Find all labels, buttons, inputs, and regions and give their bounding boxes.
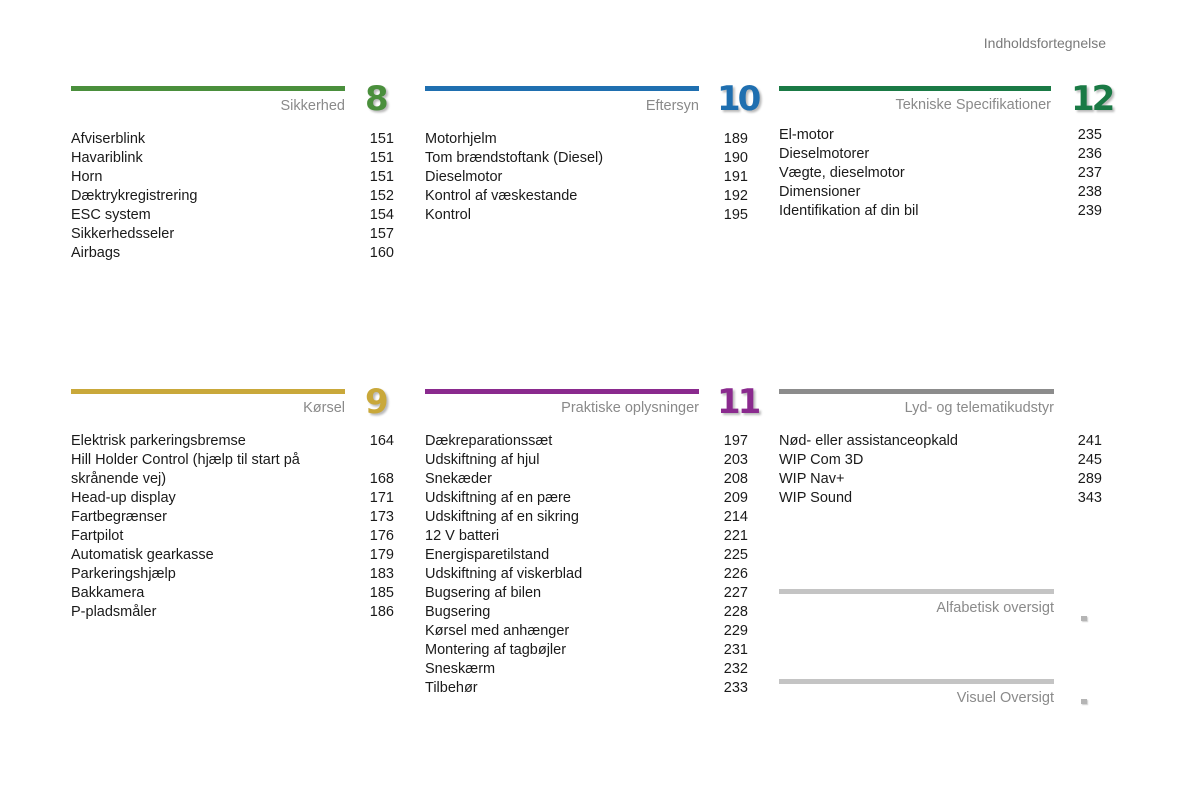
section-color-bar [71, 86, 345, 91]
toc-entry[interactable] [71, 565, 394, 584]
entry-page-number: 197 [723, 433, 748, 449]
toc-entry[interactable] [71, 546, 394, 565]
section-title[interactable]: Tekniske Specifikationer [895, 97, 1051, 113]
toc-entry[interactable] [71, 527, 394, 546]
entry-page-number: 195 [723, 207, 748, 223]
section-title[interactable]: Visuel Oversigt [956, 690, 1054, 706]
entry-title: Energisparetilstand [425, 547, 550, 563]
section-color-bar [779, 389, 1054, 394]
entry-title: Parkeringshjælp [71, 566, 176, 582]
toc-entry[interactable] [779, 432, 1102, 451]
entry-page-number: 179 [369, 547, 394, 563]
entry-page-number: 186 [369, 604, 394, 620]
entry-title: Udskiftning af viskerblad [425, 566, 583, 582]
entry-list [425, 130, 748, 225]
entry-page-number: 231 [723, 642, 748, 658]
page-title: Indholdsfortegnelse [983, 35, 1106, 51]
entry-title: 12 V batteri [425, 528, 500, 544]
entry-page-number: 164 [369, 433, 394, 449]
entry-page-number: 238 [1077, 184, 1102, 200]
entry-page-number: 228 [723, 604, 748, 620]
entry-title: Fartpilot [71, 528, 124, 544]
toc-entry[interactable] [425, 130, 748, 149]
entry-title: Dieselmotorer [779, 146, 870, 162]
entry-title: Vægte, dieselmotor [779, 165, 905, 181]
entry-page-number: 151 [369, 169, 394, 185]
toc-entry[interactable] [425, 489, 748, 508]
entry-title: Afviserblink [71, 131, 146, 147]
entry-title: Sikkerhedsseler [71, 226, 175, 242]
entry-page-number: 229 [723, 623, 748, 639]
toc-entry[interactable] [71, 149, 394, 168]
entry-title: WIP Com 3D [779, 452, 864, 468]
entry-title: Horn [71, 169, 103, 185]
toc-entry[interactable] [779, 145, 1102, 164]
section-color-bar [779, 679, 1054, 684]
entry-list [779, 432, 1102, 508]
entry-page-number: 235 [1077, 127, 1102, 143]
entry-title: Dieselmotor [425, 169, 503, 185]
toc-entry[interactable] [425, 206, 748, 225]
toc-entry[interactable] [425, 565, 748, 584]
toc-entry[interactable] [779, 489, 1102, 508]
toc-entry[interactable] [779, 451, 1102, 470]
entry-title: Kørsel med anhænger [425, 623, 570, 639]
entry-title: El-motor [779, 127, 834, 143]
entry-page-number: 245 [1077, 452, 1102, 468]
entry-page-number: 209 [723, 490, 748, 506]
toc-entry[interactable] [425, 584, 748, 603]
entry-page-number: 176 [369, 528, 394, 544]
entry-page-number: 173 [369, 509, 394, 525]
toc-entry[interactable] [779, 183, 1102, 202]
section-color-bar [779, 86, 1051, 91]
toc-entry[interactable] [425, 622, 748, 641]
entry-title: Tom brændstoftank (Diesel) [425, 150, 604, 166]
entry-title: Airbags [71, 245, 121, 261]
entry-title: WIP Nav+ [779, 471, 845, 487]
chapter-number[interactable]: 8 [365, 79, 386, 119]
entry-page-number: 189 [723, 131, 748, 147]
entry-title: Dimensioner [779, 184, 861, 200]
toc-entry[interactable] [71, 603, 394, 622]
entry-title: Elektrisk parkeringsbremse [71, 433, 246, 449]
entry-title: Udskiftning af en sikring [425, 509, 579, 525]
entry-title: Udskiftning af hjul [425, 452, 540, 468]
section-title[interactable]: Alfabetisk oversigt [936, 600, 1054, 616]
entry-page-number: 241 [1077, 433, 1102, 449]
section-title[interactable]: Eftersyn [645, 98, 699, 114]
toc-entry[interactable] [71, 584, 394, 603]
toc-entry[interactable] [71, 187, 394, 206]
entry-title: Sneskærm [425, 661, 496, 677]
chapter-number[interactable]: 10 [717, 79, 759, 119]
entry-title: Fartbegrænser [71, 509, 167, 525]
entry-list [71, 432, 394, 622]
entry-page-number: 225 [723, 547, 748, 563]
toc-entry[interactable] [425, 527, 748, 546]
entry-page-number: 168 [369, 471, 394, 487]
toc-entry[interactable] [71, 432, 394, 451]
toc-entry[interactable] [71, 206, 394, 225]
entry-page-number: 214 [723, 509, 748, 525]
section-title[interactable]: Kørsel [303, 400, 345, 416]
toc-entry[interactable] [425, 168, 748, 187]
toc-entry[interactable] [71, 451, 394, 489]
entry-page-number: 226 [723, 566, 748, 582]
entry-page-number: 236 [1077, 146, 1102, 162]
entry-page-number: 171 [369, 490, 394, 506]
toc-entry[interactable] [425, 603, 748, 622]
entry-page-number: 203 [723, 452, 748, 468]
entry-page-number: 152 [369, 188, 394, 204]
entry-page-number: 227 [723, 585, 748, 601]
entry-page-number: 289 [1077, 471, 1102, 487]
entry-title: Bakkamera [71, 585, 145, 601]
entry-title: Kontrol [425, 207, 471, 223]
toc-entry[interactable] [425, 470, 748, 489]
chapter-number[interactable]: 9 [365, 382, 386, 422]
toc-entry[interactable] [425, 641, 748, 660]
toc-entry[interactable] [71, 168, 394, 187]
chapter-number[interactable]: 12 [1071, 79, 1113, 119]
toc-entry[interactable] [425, 451, 748, 470]
toc-entry[interactable] [425, 679, 748, 698]
section-color-bar [779, 589, 1054, 594]
entry-list [71, 130, 394, 263]
chapter-number[interactable]: 11 [717, 382, 759, 422]
section-marker-icon [1081, 699, 1087, 704]
entry-title: Identifikation af din bil [779, 203, 919, 219]
entry-title: Dæktrykregistrering [71, 188, 198, 204]
section-title[interactable]: Lyd- og telematikudstyr [904, 400, 1054, 416]
entry-page-number: 185 [369, 585, 394, 601]
toc-entry[interactable] [779, 164, 1102, 183]
entry-page-number: 191 [723, 169, 748, 185]
entry-title: Bugsering [425, 604, 491, 620]
toc-entry[interactable] [425, 432, 748, 451]
entry-title: Udskiftning af en pære [425, 490, 571, 506]
entry-title: Head-up display [71, 490, 176, 506]
toc-entry[interactable] [71, 244, 394, 263]
toc-entry[interactable] [71, 130, 394, 149]
entry-title: Montering af tagbøjler [425, 642, 567, 658]
entry-title: Tilbehør [425, 680, 478, 696]
toc-entry[interactable] [779, 202, 1102, 221]
entry-page-number: 154 [369, 207, 394, 223]
entry-title: P-pladsmåler [71, 604, 157, 620]
toc-entry[interactable] [71, 508, 394, 527]
entry-title: ESC system [71, 207, 151, 223]
entry-title: Automatisk gearkasse [71, 547, 214, 563]
entry-page-number: 208 [723, 471, 748, 487]
entry-page-number: 221 [723, 528, 748, 544]
entry-title: Havariblink [71, 150, 143, 166]
entry-page-number: 343 [1077, 490, 1102, 506]
entry-title: WIP Sound [779, 490, 853, 506]
entry-title: Hill Holder Control (hjælp til start på skrånende vej) [71, 452, 300, 487]
section-marker-icon [1081, 616, 1087, 621]
toc-entry[interactable] [425, 546, 748, 565]
entry-title: Bugsering af bilen [425, 585, 542, 601]
entry-page-number: 192 [723, 188, 748, 204]
entry-page-number: 183 [369, 566, 394, 582]
section-title[interactable]: Praktiske oplysninger [561, 400, 699, 416]
entry-title: Snekæder [425, 471, 492, 487]
entry-page-number: 151 [369, 131, 394, 147]
entry-page-number: 157 [369, 226, 394, 242]
entry-list [779, 126, 1102, 221]
entry-page-number: 233 [723, 680, 748, 696]
entry-page-number: 237 [1077, 165, 1102, 181]
entry-title: Nød- eller assistanceopkald [779, 433, 958, 449]
toc-entry[interactable] [71, 489, 394, 508]
section-color-bar [71, 389, 345, 394]
toc-entry[interactable] [425, 149, 748, 168]
section-color-bar [425, 86, 699, 91]
entry-page-number: 190 [723, 150, 748, 166]
entry-page-number: 232 [723, 661, 748, 677]
entry-title: Kontrol af væskestande [425, 188, 578, 204]
toc-entry[interactable] [425, 187, 748, 206]
toc-entry[interactable] [779, 126, 1102, 145]
entry-title: Dækreparationssæt [425, 433, 553, 449]
entry-page-number: 239 [1077, 203, 1102, 219]
entry-list [425, 432, 748, 698]
section-title[interactable]: Sikkerhed [280, 98, 345, 114]
toc-entry[interactable] [71, 225, 394, 244]
toc-entry[interactable] [779, 470, 1102, 489]
entry-title: Motorhjelm [425, 131, 497, 147]
section-color-bar [425, 389, 699, 394]
entry-page-number: 151 [369, 150, 394, 166]
entry-page-number: 160 [369, 245, 394, 261]
toc-entry[interactable] [425, 660, 748, 679]
toc-entry[interactable] [425, 508, 748, 527]
